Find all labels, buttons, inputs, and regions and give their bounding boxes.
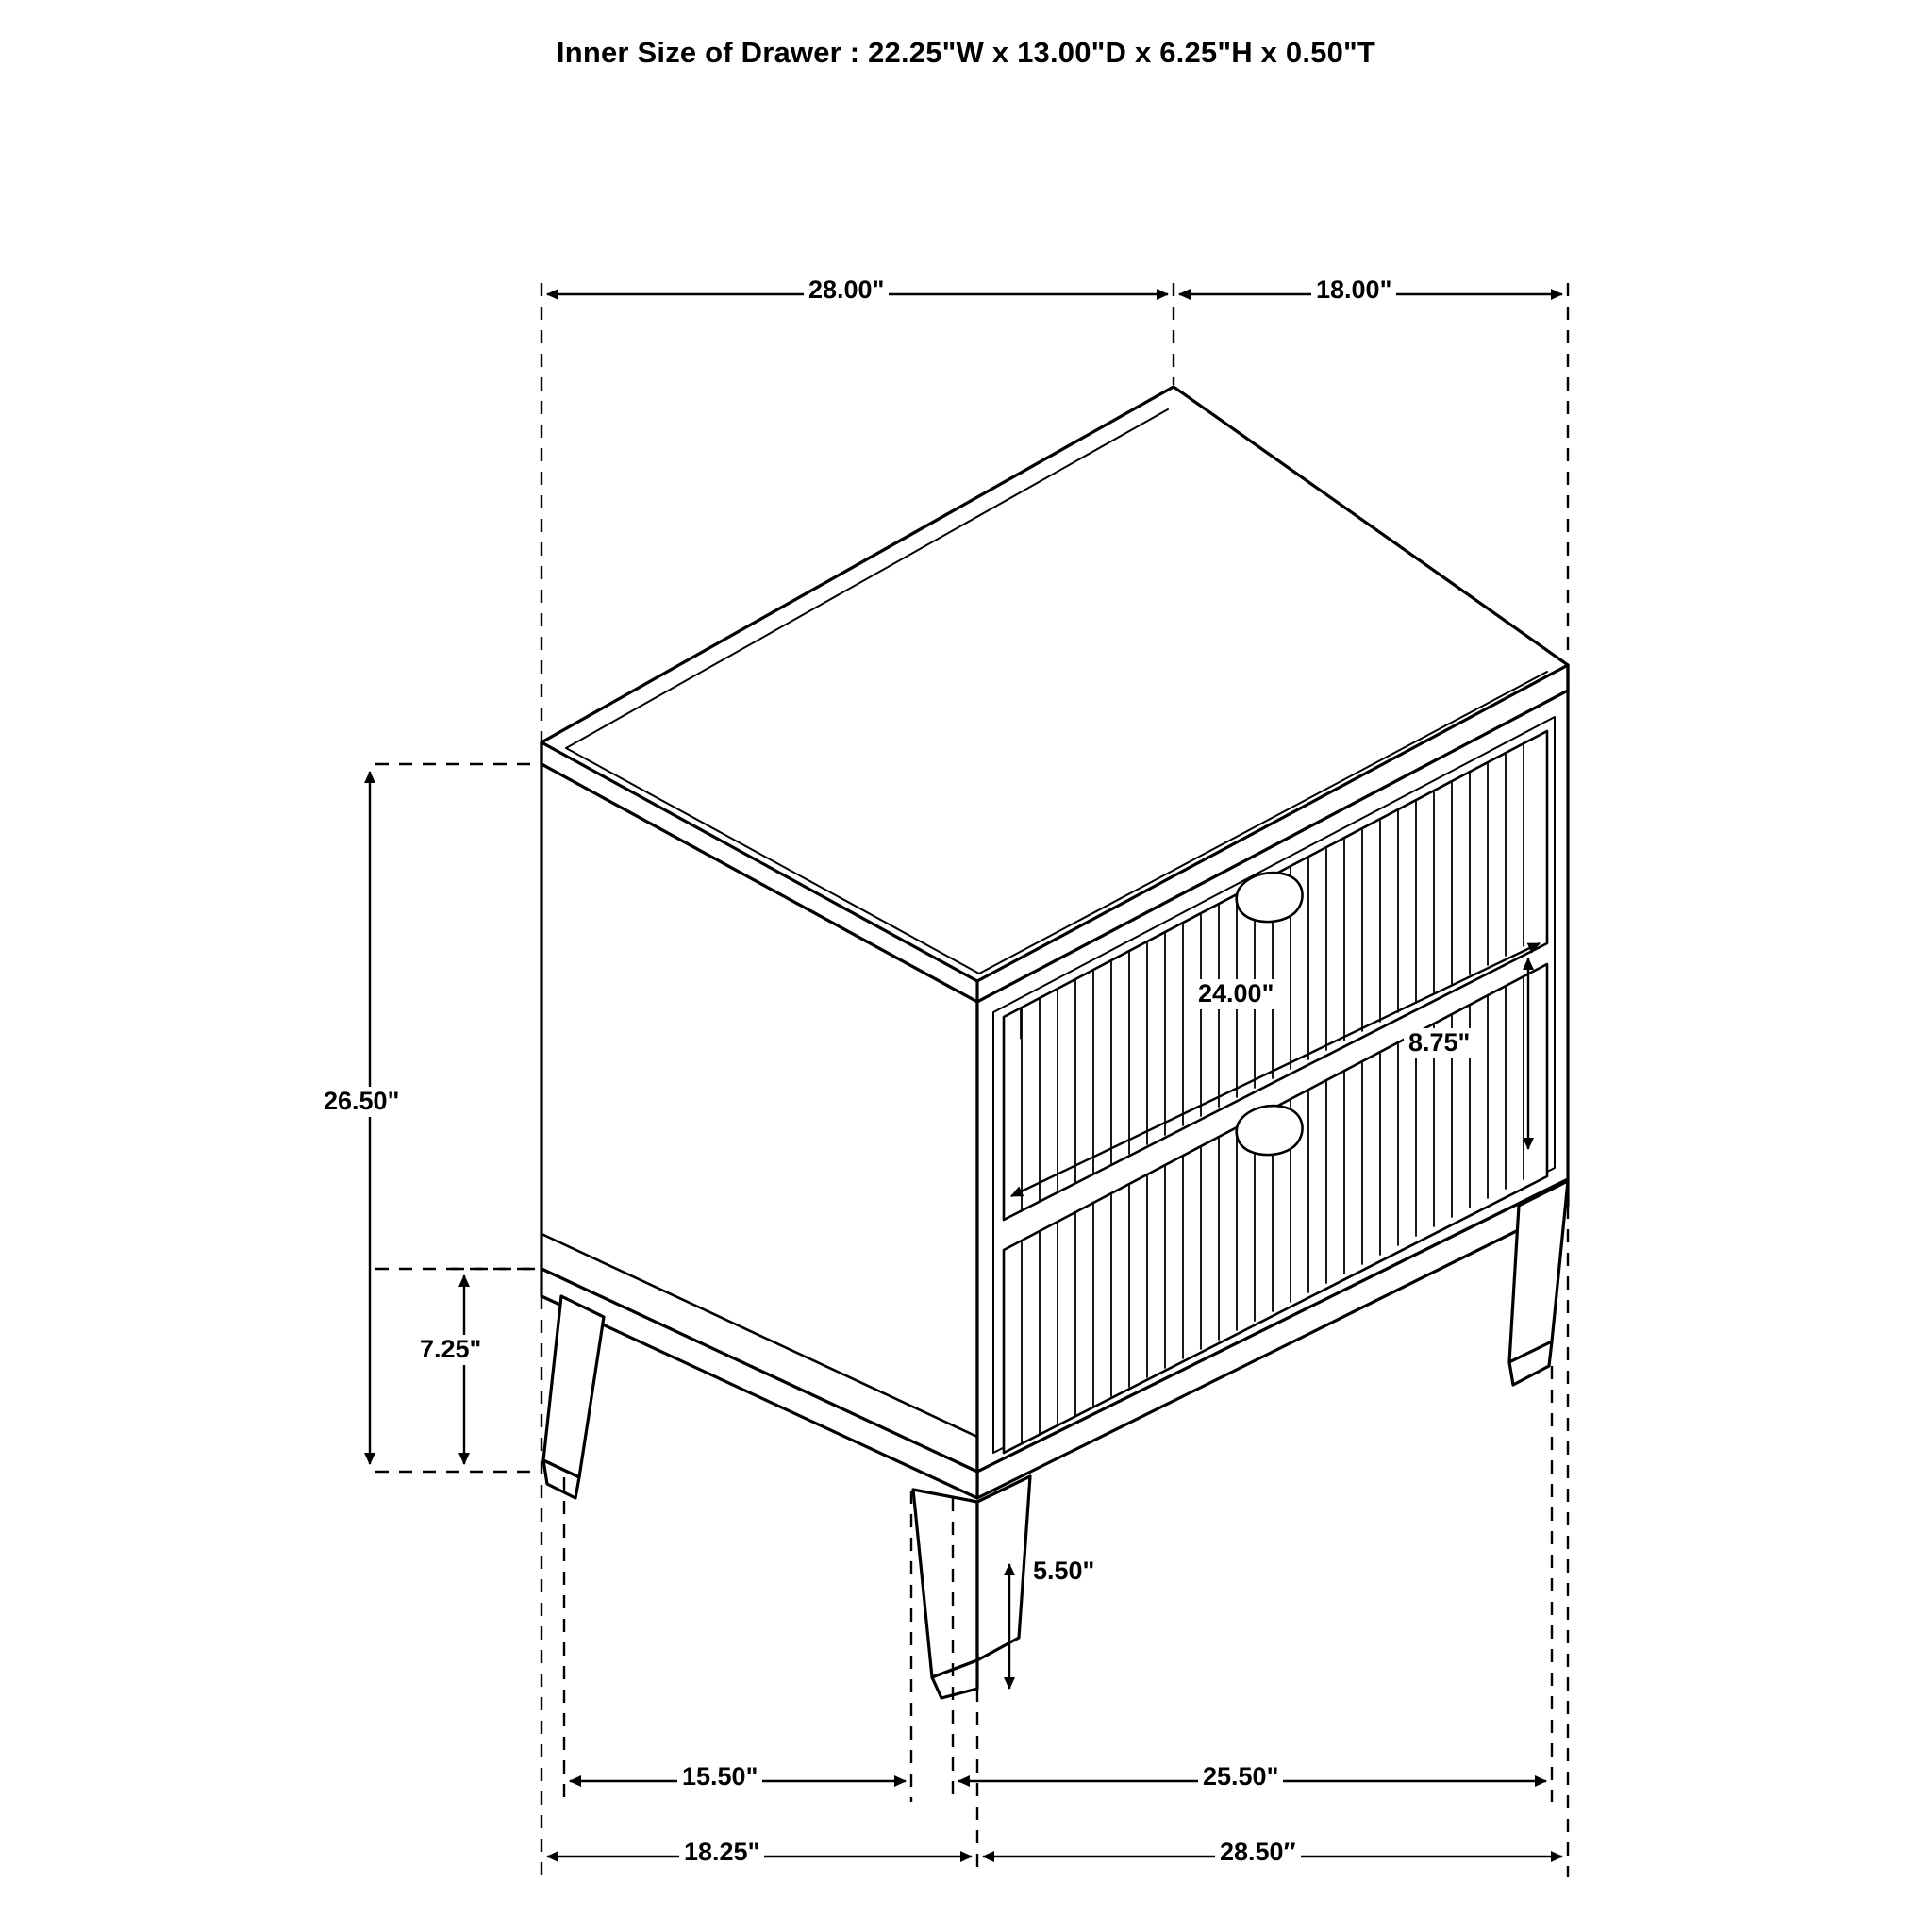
dimension-drawer-front-width: 24.00": [1193, 979, 1278, 1009]
dimension-leg-to-case-height: 7.25": [415, 1335, 486, 1365]
dimension-base-right-width: 25.50": [1198, 1762, 1283, 1792]
dimension-overall-height: 26.50": [319, 1087, 404, 1117]
page-title: Inner Size of Drawer : 22.25"W x 13.00"D x 6.25"H x 0.50"T: [556, 36, 1376, 69]
dimension-overall-left-width: 18.25": [679, 1838, 764, 1868]
dimension-leg-height: 5.50": [1028, 1557, 1099, 1587]
dimension-drawer-height: 8.75": [1404, 1028, 1474, 1058]
dimension-overall-right-width: 28.50″: [1215, 1838, 1301, 1868]
dimension-base-left-width: 15.50": [677, 1762, 762, 1792]
dimension-top-width-front: 28.00": [804, 275, 889, 306]
dimension-top-width-side: 18.00": [1311, 275, 1396, 306]
